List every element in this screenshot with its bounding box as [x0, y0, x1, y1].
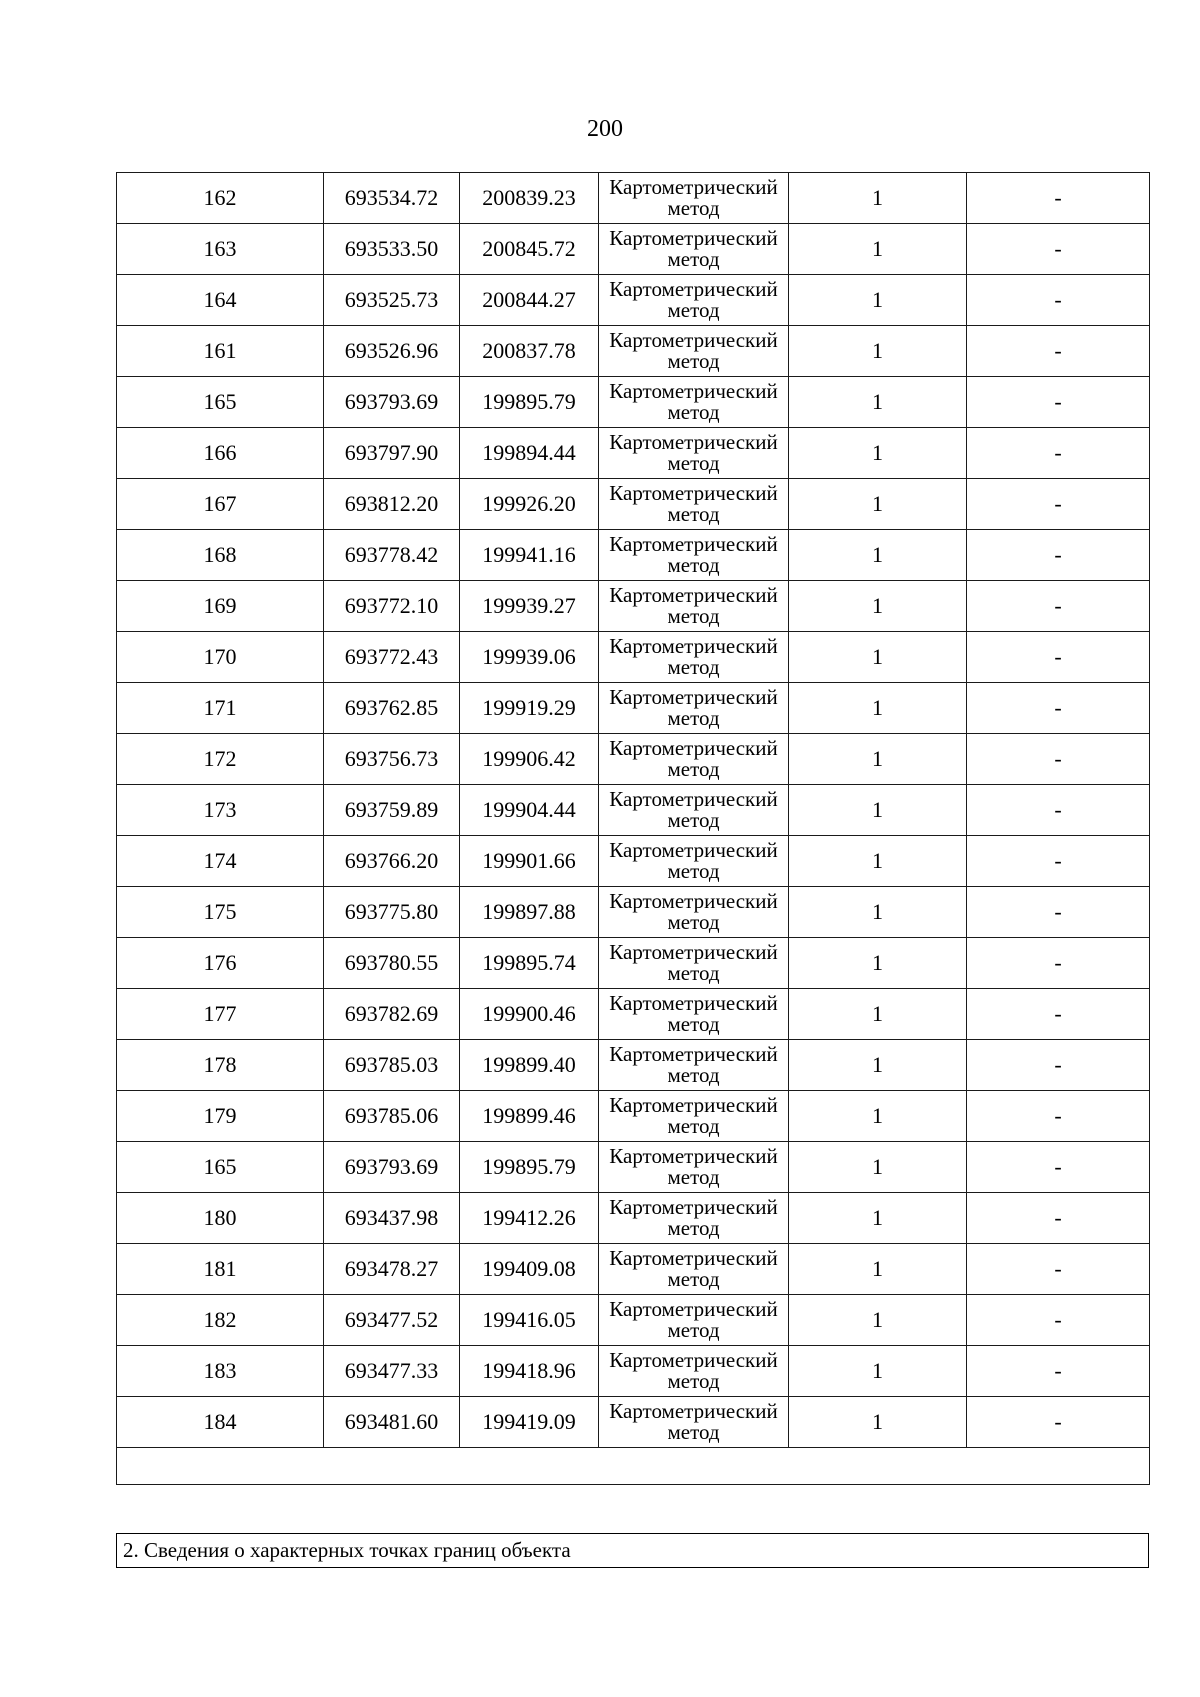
x-coordinate-cell: 693775.80	[324, 887, 460, 938]
point-number-cell: 163	[117, 224, 324, 275]
y-coordinate-cell: 200839.23	[460, 173, 599, 224]
method-cell: Картометрический метод	[599, 1142, 789, 1193]
method-cell: Картометрический метод	[599, 1244, 789, 1295]
table-row	[117, 989, 1150, 1040]
accuracy-cell: 1	[789, 1397, 967, 1448]
y-coordinate-cell: 199409.08	[460, 1244, 599, 1295]
method-cell: Картометрический метод	[599, 1040, 789, 1091]
accuracy-cell: 1	[789, 275, 967, 326]
x-coordinate-cell: 693772.43	[324, 632, 460, 683]
point-number-cell: 166	[117, 428, 324, 479]
point-number-cell: 162	[117, 173, 324, 224]
point-number-cell: 179	[117, 1091, 324, 1142]
method-cell: Картометрический метод	[599, 734, 789, 785]
x-coordinate-cell: 693759.89	[324, 785, 460, 836]
point-number-cell: 178	[117, 1040, 324, 1091]
method-cell: Картометрический метод	[599, 836, 789, 887]
y-coordinate-cell: 199895.79	[460, 1142, 599, 1193]
note-cell: -	[967, 428, 1150, 479]
note-cell: -	[967, 836, 1150, 887]
x-coordinate-cell: 693780.55	[324, 938, 460, 989]
x-coordinate-cell: 693526.96	[324, 326, 460, 377]
method-cell: Картометрический метод	[599, 1397, 789, 1448]
note-cell: -	[967, 632, 1150, 683]
y-coordinate-cell: 199418.96	[460, 1346, 599, 1397]
table-row	[117, 632, 1150, 683]
method-cell: Картометрический метод	[599, 326, 789, 377]
accuracy-cell: 1	[789, 326, 967, 377]
method-cell: Картометрический метод	[599, 632, 789, 683]
note-cell: -	[967, 1397, 1150, 1448]
x-coordinate-cell: 693481.60	[324, 1397, 460, 1448]
point-number-cell: 165	[117, 1142, 324, 1193]
accuracy-cell: 1	[789, 887, 967, 938]
y-coordinate-cell: 199412.26	[460, 1193, 599, 1244]
y-coordinate-cell: 199897.88	[460, 887, 599, 938]
point-number-cell: 164	[117, 275, 324, 326]
table-row	[117, 173, 1150, 224]
point-number-cell: 180	[117, 1193, 324, 1244]
y-coordinate-cell: 199919.29	[460, 683, 599, 734]
table-row	[117, 734, 1150, 785]
accuracy-cell: 1	[789, 1244, 967, 1295]
point-number-cell: 167	[117, 479, 324, 530]
accuracy-cell: 1	[789, 734, 967, 785]
accuracy-cell: 1	[789, 377, 967, 428]
point-number-cell: 175	[117, 887, 324, 938]
y-coordinate-cell: 200845.72	[460, 224, 599, 275]
accuracy-cell: 1	[789, 785, 967, 836]
y-coordinate-cell: 199894.44	[460, 428, 599, 479]
note-cell: -	[967, 173, 1150, 224]
x-coordinate-cell: 693785.06	[324, 1091, 460, 1142]
table-row	[117, 683, 1150, 734]
table-row	[117, 275, 1150, 326]
accuracy-cell: 1	[789, 989, 967, 1040]
point-number-cell: 176	[117, 938, 324, 989]
point-number-cell: 174	[117, 836, 324, 887]
method-cell: Картометрический метод	[599, 173, 789, 224]
y-coordinate-cell: 199895.74	[460, 938, 599, 989]
note-cell: -	[967, 530, 1150, 581]
point-number-cell: 181	[117, 1244, 324, 1295]
point-number-cell: 173	[117, 785, 324, 836]
table-row	[117, 224, 1150, 275]
coordinates-table-body	[117, 173, 1150, 1448]
accuracy-cell: 1	[789, 1091, 967, 1142]
y-coordinate-cell: 199899.46	[460, 1091, 599, 1142]
method-cell: Картометрический метод	[599, 683, 789, 734]
x-coordinate-cell: 693766.20	[324, 836, 460, 887]
method-cell: Картометрический метод	[599, 377, 789, 428]
method-cell: Картометрический метод	[599, 989, 789, 1040]
table-row	[117, 1244, 1150, 1295]
note-cell: -	[967, 734, 1150, 785]
accuracy-cell: 1	[789, 530, 967, 581]
y-coordinate-cell: 199926.20	[460, 479, 599, 530]
method-cell: Картометрический метод	[599, 275, 789, 326]
point-number-cell: 161	[117, 326, 324, 377]
method-cell: Картометрический метод	[599, 887, 789, 938]
y-coordinate-cell: 199906.42	[460, 734, 599, 785]
x-coordinate-cell: 693534.72	[324, 173, 460, 224]
note-cell: -	[967, 377, 1150, 428]
table-row	[117, 785, 1150, 836]
x-coordinate-cell: 693793.69	[324, 377, 460, 428]
method-cell: Картометрический метод	[599, 1295, 789, 1346]
note-cell: -	[967, 479, 1150, 530]
accuracy-cell: 1	[789, 836, 967, 887]
table-row	[117, 1040, 1150, 1091]
note-cell: -	[967, 1193, 1150, 1244]
y-coordinate-cell: 199904.44	[460, 785, 599, 836]
table-row	[117, 1091, 1150, 1142]
note-cell: -	[967, 1346, 1150, 1397]
table-row	[117, 1295, 1150, 1346]
y-coordinate-cell: 200837.78	[460, 326, 599, 377]
x-coordinate-cell: 693797.90	[324, 428, 460, 479]
table-empty-row	[117, 1448, 1150, 1485]
table-row	[117, 836, 1150, 887]
note-cell: -	[967, 785, 1150, 836]
table-row	[117, 1142, 1150, 1193]
table-row	[117, 326, 1150, 377]
method-cell: Картометрический метод	[599, 428, 789, 479]
method-cell: Картометрический метод	[599, 581, 789, 632]
accuracy-cell: 1	[789, 1346, 967, 1397]
table-row	[117, 1397, 1150, 1448]
x-coordinate-cell: 693772.10	[324, 581, 460, 632]
x-coordinate-cell: 693477.33	[324, 1346, 460, 1397]
point-number-cell: 183	[117, 1346, 324, 1397]
x-coordinate-cell: 693533.50	[324, 224, 460, 275]
table-row	[117, 887, 1150, 938]
accuracy-cell: 1	[789, 683, 967, 734]
y-coordinate-cell: 200844.27	[460, 275, 599, 326]
method-cell: Картометрический метод	[599, 785, 789, 836]
table-row	[117, 938, 1150, 989]
y-coordinate-cell: 199416.05	[460, 1295, 599, 1346]
section-2-title: 2. Сведения о характерных точках границ объекта	[116, 1533, 1149, 1568]
note-cell: -	[967, 1295, 1150, 1346]
y-coordinate-cell: 199939.06	[460, 632, 599, 683]
note-cell: -	[967, 224, 1150, 275]
accuracy-cell: 1	[789, 632, 967, 683]
y-coordinate-cell: 199901.66	[460, 836, 599, 887]
note-cell: -	[967, 1040, 1150, 1091]
note-cell: -	[967, 581, 1150, 632]
coordinates-table	[116, 172, 1150, 1485]
x-coordinate-cell: 693477.52	[324, 1295, 460, 1346]
note-cell: -	[967, 1244, 1150, 1295]
x-coordinate-cell: 693785.03	[324, 1040, 460, 1091]
x-coordinate-cell: 693762.85	[324, 683, 460, 734]
accuracy-cell: 1	[789, 938, 967, 989]
table-row	[117, 377, 1150, 428]
point-number-cell: 171	[117, 683, 324, 734]
x-coordinate-cell: 693756.73	[324, 734, 460, 785]
x-coordinate-cell: 693778.42	[324, 530, 460, 581]
y-coordinate-cell: 199895.79	[460, 377, 599, 428]
point-number-cell: 172	[117, 734, 324, 785]
y-coordinate-cell: 199941.16	[460, 530, 599, 581]
accuracy-cell: 1	[789, 1142, 967, 1193]
accuracy-cell: 1	[789, 479, 967, 530]
note-cell: -	[967, 1142, 1150, 1193]
x-coordinate-cell: 693793.69	[324, 1142, 460, 1193]
page-number: 200	[587, 116, 623, 142]
note-cell: -	[967, 1091, 1150, 1142]
note-cell: -	[967, 275, 1150, 326]
point-number-cell: 169	[117, 581, 324, 632]
note-cell: -	[967, 326, 1150, 377]
note-cell: -	[967, 887, 1150, 938]
method-cell: Картометрический метод	[599, 1091, 789, 1142]
table-row	[117, 530, 1150, 581]
note-cell: -	[967, 938, 1150, 989]
table-row	[117, 479, 1150, 530]
point-number-cell: 182	[117, 1295, 324, 1346]
x-coordinate-cell: 693782.69	[324, 989, 460, 1040]
y-coordinate-cell: 199899.40	[460, 1040, 599, 1091]
table-row	[117, 581, 1150, 632]
method-cell: Картометрический метод	[599, 1346, 789, 1397]
accuracy-cell: 1	[789, 428, 967, 479]
table-row	[117, 1346, 1150, 1397]
y-coordinate-cell: 199900.46	[460, 989, 599, 1040]
accuracy-cell: 1	[789, 173, 967, 224]
x-coordinate-cell: 693525.73	[324, 275, 460, 326]
point-number-cell: 184	[117, 1397, 324, 1448]
x-coordinate-cell: 693812.20	[324, 479, 460, 530]
point-number-cell: 170	[117, 632, 324, 683]
accuracy-cell: 1	[789, 1193, 967, 1244]
method-cell: Картометрический метод	[599, 224, 789, 275]
accuracy-cell: 1	[789, 1295, 967, 1346]
method-cell: Картометрический метод	[599, 1193, 789, 1244]
point-number-cell: 168	[117, 530, 324, 581]
method-cell: Картометрический метод	[599, 938, 789, 989]
coordinates-table-footer	[117, 1448, 1150, 1485]
x-coordinate-cell: 693478.27	[324, 1244, 460, 1295]
method-cell: Картометрический метод	[599, 479, 789, 530]
accuracy-cell: 1	[789, 224, 967, 275]
method-cell: Картометрический метод	[599, 530, 789, 581]
point-number-cell: 177	[117, 989, 324, 1040]
table-empty-cell	[117, 1448, 1150, 1485]
point-number-cell: 165	[117, 377, 324, 428]
y-coordinate-cell: 199419.09	[460, 1397, 599, 1448]
accuracy-cell: 1	[789, 581, 967, 632]
y-coordinate-cell: 199939.27	[460, 581, 599, 632]
x-coordinate-cell: 693437.98	[324, 1193, 460, 1244]
table-row	[117, 1193, 1150, 1244]
table-row	[117, 428, 1150, 479]
accuracy-cell: 1	[789, 1040, 967, 1091]
note-cell: -	[967, 989, 1150, 1040]
note-cell: -	[967, 683, 1150, 734]
